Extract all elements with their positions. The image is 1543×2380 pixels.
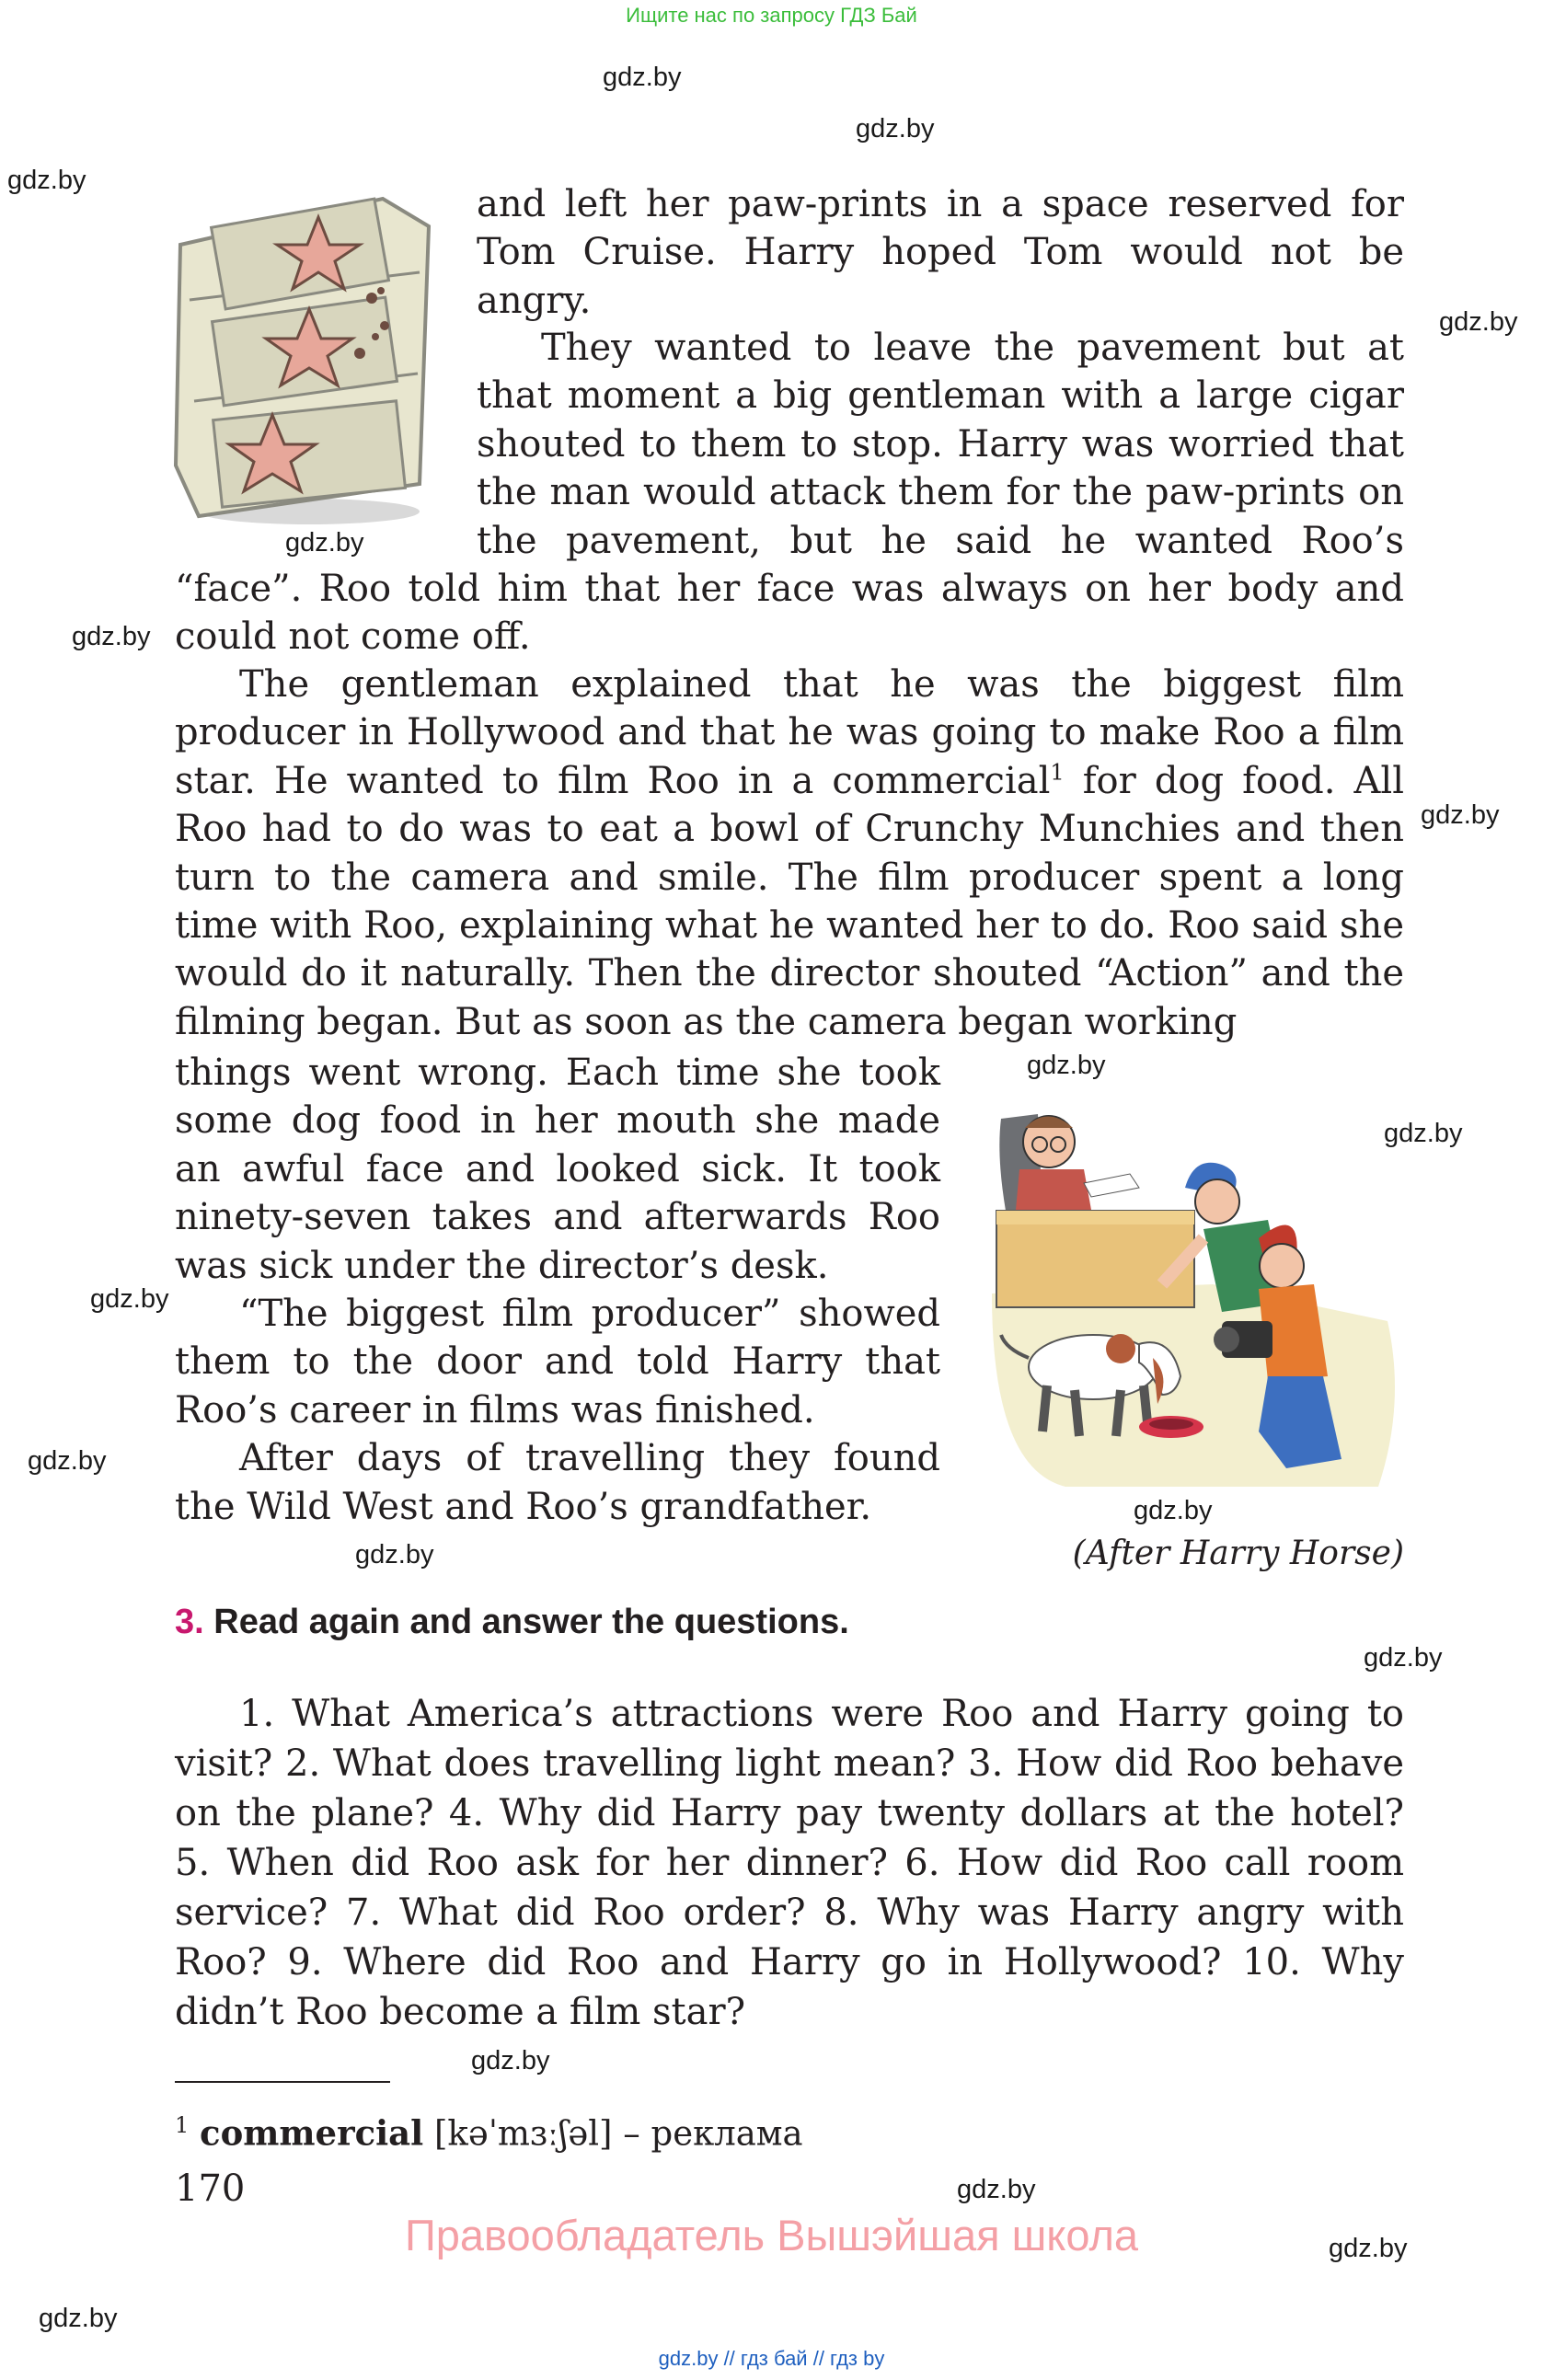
footnote-number: 1 [175,2112,190,2138]
story-paragraph-3-continued: things went wrong. Each time she took some dog food in her mouth she made an awful face and looked sick. It took ninety-seven takes and afterwards Roo was sick under the director’s desk. [175,1052,940,1287]
watermark: gdz.by [72,622,151,651]
story-paragraph-3-part-b: for dog food. All Roo had to do was to eat a bowl of Crunchy Munchies and then turn to the camera and smile. The film producer spent a long time with Roo, explaining what he wanted her to do. Roo said she would do it naturally. Then the director shouted “Action” and the filming began. But as soon as the camera began working [175,759,1404,1043]
story-paragraph-2-text: They wanted to leave the pavement but at that moment a big gentleman with a large cigar shouted to them to stop. Harry was worried that the man would attack them for the paw-prints on the pavement, but he said he wanted Roo’s “face”. Roo told him that her face was always on her body and could not come off. [175,327,1404,659]
story-paragraph-1 [477,180,1404,325]
watermark: gdz.by [28,1446,107,1476]
story-paragraph-3 [175,661,1404,1046]
watermark: gdz.by [7,166,86,195]
story-paragraph-4: “The biggest film producer” showed them to the door and told Harry that Roo’s career in films was finished. [175,1293,940,1431]
exercise-number: 3. [175,1603,204,1641]
watermark: gdz.by [285,528,364,558]
watermark: gdz.by [471,2046,550,2075]
story-left-column [175,1049,940,1531]
film-set-illustration [992,1100,1406,1496]
watermark: gdz.by [957,2175,1036,2204]
watermark: gdz.by [1384,1119,1463,1148]
story-paragraph-3-text [175,661,1404,1046]
story-paragraph-2 [175,324,1404,661]
footnote-divider [175,2081,390,2083]
image-spacer [175,324,477,565]
watermark: gdz.by [1421,800,1500,830]
watermark: gdz.by [603,63,682,92]
page-number: 170 [175,2167,246,2210]
questions-block [175,1689,1404,2037]
watermark: gdz.by [39,2304,118,2333]
top-banner[interactable]: Ищите нас по запросу ГДЗ Бай [626,4,917,27]
footnote-translation: – реклама [623,2113,803,2154]
questions-text: 1. What America’s attractions were Roo and Harry going to visit? 2. What does travelling light mean? 3. How did Roo behave on the plane? 4. Why did Harry pay twenty dollars at the hotel? 5. When did Roo ask for her dinner? 6. How did Roo call room service? 7. What did Roo order? 8. Why was Harry angry with Roo? 9. Where did Roo and Harry go in Hollywood? 10. Why didn’t Roo become a film star? [175,1693,1404,2033]
story-paragraph-5: After days of travelling they found the Wild West and Roo’s grandfather. [175,1437,940,1528]
watermark: gdz.by [1439,307,1518,337]
watermark: gdz.by [355,1540,434,1569]
exercise-heading [175,1603,849,1642]
footnote [175,2112,803,2153]
footnote-transcription: [kəˈmɜːʃəl] [433,2113,613,2154]
footnote-marker: 1 [1050,759,1065,786]
story-paragraph-3-part-a: The gentleman explained that he was the biggest film producer in Hollywood and that he was going to make Roo a film star. He wanted to film Roo in a commercial [175,663,1404,802]
watermark: gdz.by [1329,2234,1408,2263]
copyright-owner: Правообладатель Вышэйшая школа [404,2211,1139,2259]
watermark: gdz.by [1364,1643,1443,1673]
watermark: gdz.by [856,114,935,144]
watermark: gdz.by [1134,1496,1213,1525]
footnote-term: commercial [200,2112,424,2154]
watermark: gdz.by [90,1284,169,1314]
story-paragraph-1-text: and left her paw-prints in a space reserved for Tom Cruise. Harry hoped Tom would not be angry. [477,183,1404,322]
watermark: gdz.by [1027,1051,1106,1080]
attribution: (After Harry Horse) [1072,1535,1404,1572]
exercise-instruction: Read again and answer the questions. [213,1603,849,1641]
footer-links[interactable]: gdz.by // гдз бай // гдз by [658,2347,885,2370]
